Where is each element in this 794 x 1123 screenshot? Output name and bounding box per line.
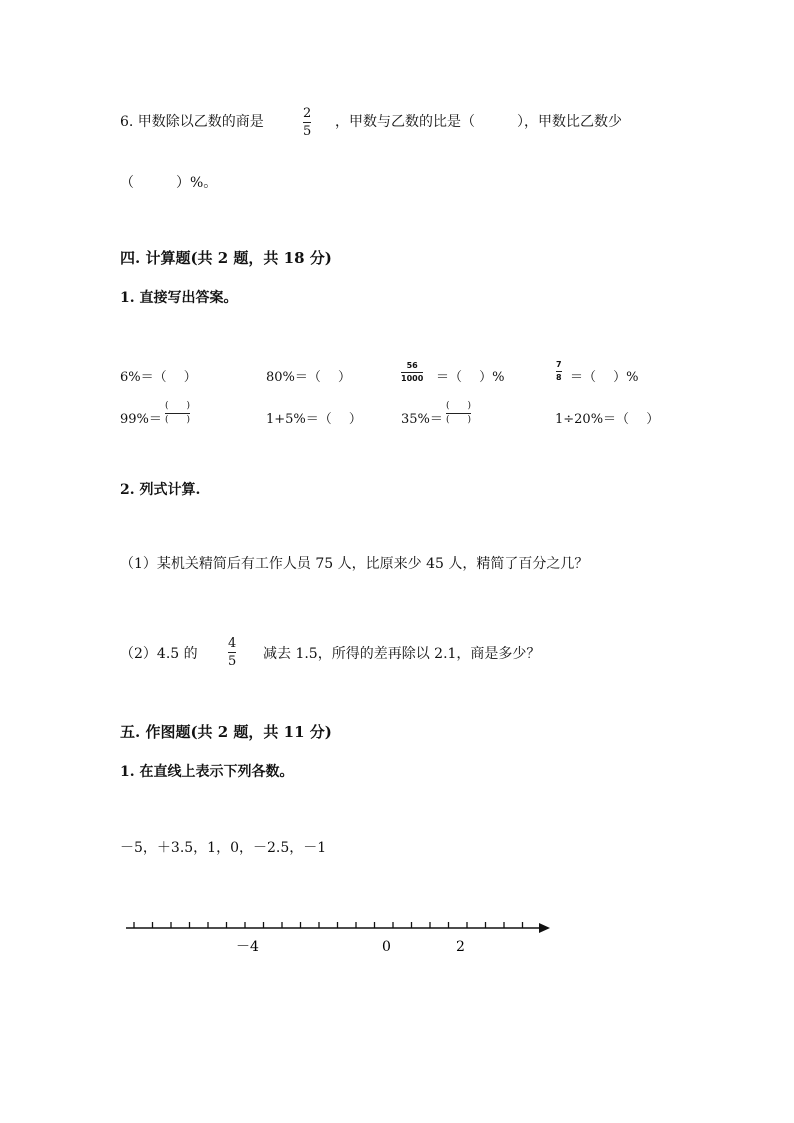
calc-99-percent: 99%＝ bbox=[120, 412, 162, 427]
calc-6-percent: 6%＝（ ） bbox=[120, 370, 197, 385]
calc-7-over-8-answer: ＝（ ）% bbox=[570, 370, 639, 385]
calc-1-plus-5-percent: 1+5%＝（ ） bbox=[266, 412, 362, 427]
section4-q2-sub1: （1）某机关精简后有工作人员 75 人，比原来少 45 人，精简了百分之几？ bbox=[120, 556, 589, 572]
blank-numerator: ( ) bbox=[165, 401, 191, 411]
number-line-ticks bbox=[134, 922, 523, 928]
section4-q2-sub2-post: 减去 1.5，所得的差再除以 2.1，商是多少？ bbox=[263, 646, 541, 662]
calc-56-over-1000-fraction bbox=[401, 362, 423, 383]
blank-denominator: ( ) bbox=[446, 415, 472, 425]
section5-numbers-list: －5，＋3.5，1，0，－2.5，－1 bbox=[120, 840, 327, 856]
fraction-bar bbox=[401, 372, 423, 373]
section4-title: 四. 计算题(共 2 题，共 18 分) bbox=[120, 249, 332, 267]
q6-fraction-denominator: 5 bbox=[303, 124, 312, 139]
calc-35-percent-blank-fraction bbox=[446, 402, 471, 425]
calc-99-percent-blank-fraction bbox=[165, 402, 190, 425]
fraction-bar bbox=[228, 652, 236, 653]
number-line bbox=[120, 912, 560, 962]
q6-fraction bbox=[303, 107, 311, 138]
fraction-bar bbox=[165, 413, 190, 414]
axis-label-0: 0 bbox=[382, 939, 391, 955]
fraction-bar bbox=[303, 122, 311, 123]
section4-q2-sub2-pre: （2）4.5 的 bbox=[120, 646, 198, 662]
fraction-denominator: 1000 bbox=[401, 374, 424, 383]
section4-q1-title: 1. 直接写出答案。 bbox=[120, 290, 238, 306]
calc-56-over-1000-answer: ＝（ ）% bbox=[436, 370, 505, 385]
axis-label-2: 2 bbox=[456, 939, 465, 955]
calc-80-percent: 80%＝（ ） bbox=[266, 370, 352, 385]
q6-line1-part2: ，甲数与乙数的比是（ ），甲数比乙数少 bbox=[335, 114, 622, 130]
axis-label-minus-4: －4 bbox=[236, 939, 259, 955]
fraction-numerator: 4 bbox=[228, 636, 237, 651]
section5-title: 五. 作图题(共 2 题，共 11 分) bbox=[120, 723, 332, 741]
calc-7-over-8-fraction bbox=[556, 361, 562, 382]
q6-line2: （ ）%。 bbox=[120, 175, 218, 191]
fraction-numerator: 56 bbox=[406, 361, 418, 370]
section4-q2-sub2-fraction bbox=[228, 637, 236, 668]
blank-numerator: ( ) bbox=[446, 401, 472, 411]
calc-35-percent: 35%＝ bbox=[401, 412, 443, 427]
q6-fraction-numerator: 2 bbox=[303, 106, 312, 121]
q6-line1-part1: 6. 甲数除以乙数的商是 bbox=[120, 114, 264, 130]
section4-q2-title: 2. 列式计算. bbox=[120, 482, 201, 498]
number-line-arrow bbox=[539, 923, 550, 933]
fraction-bar bbox=[446, 413, 471, 414]
fraction-bar bbox=[556, 371, 562, 372]
fraction-denominator: 5 bbox=[228, 654, 237, 669]
fraction-numerator: 7 bbox=[556, 360, 562, 369]
section5-q1-title: 1. 在直线上表示下列各数。 bbox=[120, 764, 294, 780]
calc-1-div-20-percent: 1÷20%＝（ ） bbox=[555, 412, 660, 427]
blank-denominator: ( ) bbox=[165, 415, 191, 425]
fraction-denominator: 8 bbox=[556, 373, 562, 382]
